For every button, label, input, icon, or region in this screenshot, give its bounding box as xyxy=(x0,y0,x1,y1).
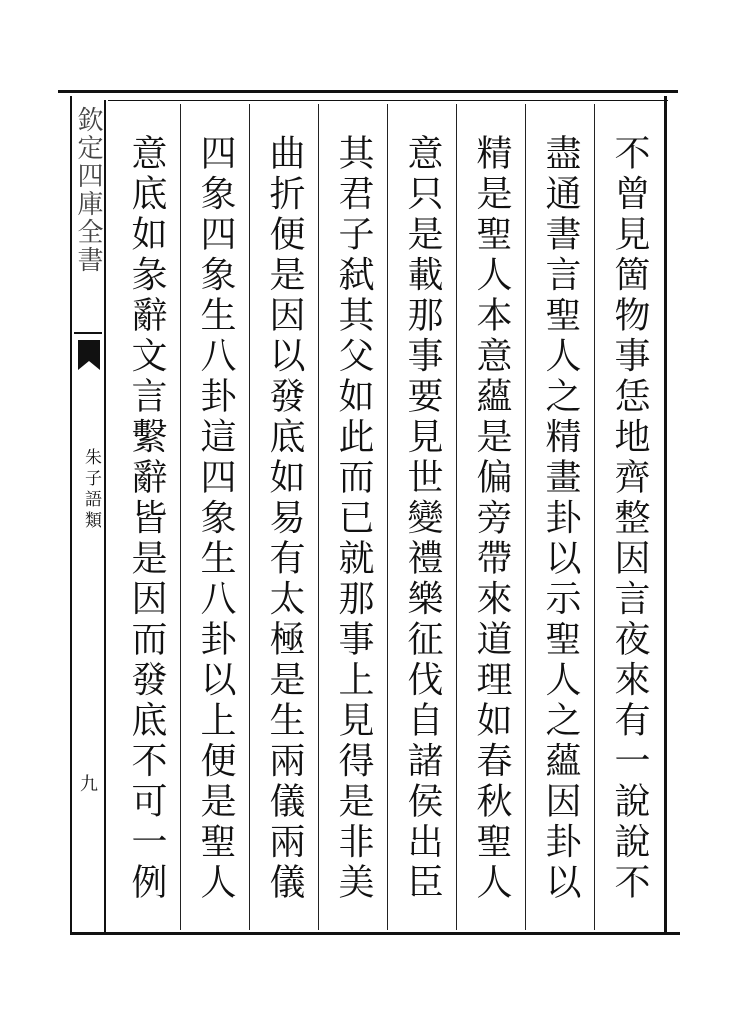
banxin-page-number: 九 xyxy=(77,774,98,792)
frame-bottom-border xyxy=(70,932,680,935)
column-divider xyxy=(318,104,319,930)
text-column-7: 四象四象生八卦這四象生八卦以上便是聖人 xyxy=(195,134,236,904)
frame-right-border xyxy=(664,96,667,934)
column-divider xyxy=(594,104,595,930)
frame-top-inner-border xyxy=(108,100,668,101)
text-column-6: 曲折便是因以發底如易有太極是生兩儀兩儀 xyxy=(264,134,305,904)
column-divider xyxy=(180,104,181,930)
banxin-divider xyxy=(74,332,102,334)
text-column-5: 其君子弑其父如此而已就那事上見得是非美 xyxy=(333,134,374,904)
banxin-left-rule xyxy=(70,96,72,934)
text-column-1: 不曾見箇物事恁地齊整因言夜來有一說說不 xyxy=(609,134,650,904)
column-divider xyxy=(249,104,250,930)
column-divider xyxy=(525,104,526,930)
column-divider xyxy=(387,104,388,930)
banxin-right-rule xyxy=(104,100,106,934)
banxin-book-name: 朱子語類 xyxy=(81,448,101,532)
text-column-2: 盡通書言聖人之精畫卦以示聖人之蘊因卦以 xyxy=(540,134,581,904)
text-column-3: 精是聖人本意蘊是偏旁帶來道理如春秋聖人 xyxy=(471,134,512,904)
text-columns xyxy=(112,104,662,930)
text-column-8: 意底如彖辭文言繫辭皆是因而發底不可一例 xyxy=(126,134,167,904)
banxin-collection-title: 欽定四庫全書 xyxy=(73,106,103,274)
fish-tail-mark-icon xyxy=(78,340,100,370)
text-column-4: 意只是載那事要見世變禮樂征伐自諸侯出臣 xyxy=(402,134,443,904)
column-divider xyxy=(456,104,457,930)
frame-top-border xyxy=(58,90,678,93)
